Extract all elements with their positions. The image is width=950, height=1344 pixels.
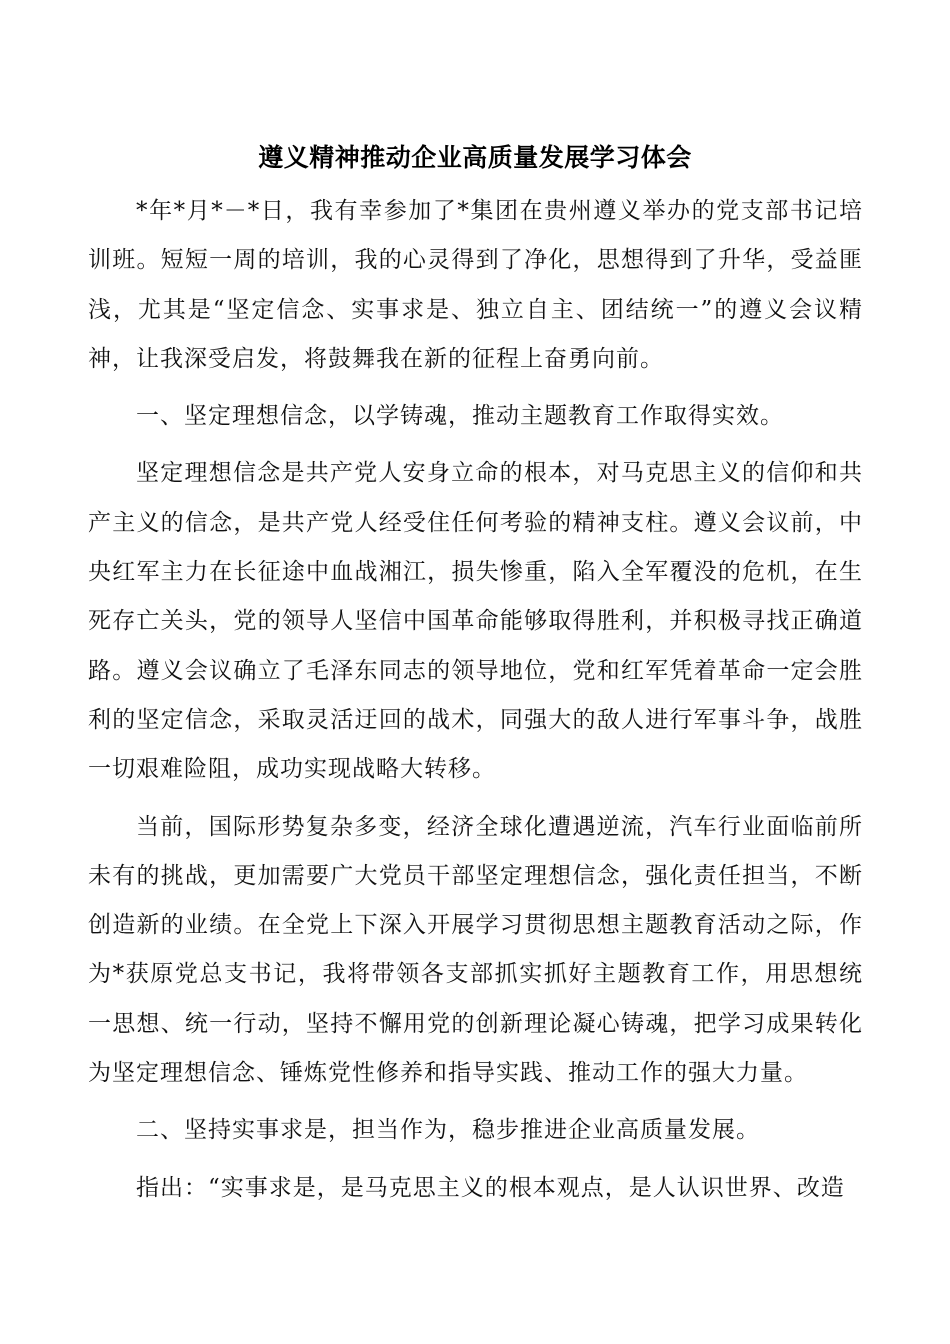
document-title: 遵义精神推动企业高质量发展学习体会 bbox=[258, 143, 692, 172]
section-heading-1: 一、坚定理想信念，以学铸魂，推动主题教育工作取得实效。 bbox=[136, 403, 784, 430]
section-heading-2: 二、坚持实事求是，担当作为，稳步推进企业高质量发展。 bbox=[136, 1117, 760, 1144]
paragraph-ideals: 坚定理想信念是共产党人安身立命的根本，对马克思主义的信仰和共产主义的信念，是共产党人经受住任何考验的精神支柱。遵义会议前，中央红军主力在长征途中血战湘江，损失惨重，陷入全军覆没的危机，在生死存亡关头，党的领导人坚信中国革命能够取得胜利，并积极寻找正确道路。遵义会议确立了毛泽东同志的领导地位，党和红军凭着革命一定会胜利的坚定信念，采取灵活迂回的战术，同强大的敌人进行军事斗争，战胜一切艰难险阻，成功实现战略大转移。 bbox=[88, 460, 863, 783]
paragraph-intro: *年*月*－*日，我有幸参加了*集团在贵州遵义举办的党支部书记培训班。短短一周的培训，我的心灵得到了净化，思想得到了升华，受益匪浅，尤其是“坚定信念、实事求是、独立自主、团结统一”的遵义会议精神，让我深受启发，将鼓舞我在新的征程上奋勇向前。 bbox=[88, 198, 863, 372]
document-body bbox=[88, 187, 863, 1213]
paragraph-current-situation: 当前，国际形势复杂多变，经济全球化遭遇逆流，汽车行业面临前所未有的挑战，更加需要广大党员干部坚定理想信念，强化责任担当，不断创造新的业绩。在全党上下深入开展学习贯彻思想主题教育活动之际，作为*获原党总支书记，我将带领各支部抓实抓好主题教育工作，用思想统一思想、统一行动，坚持不懈用党的创新理论凝心铸魂，把学习成果转化为坚定理想信念、锤炼党性修养和指导实践、推动工作的强大力量。 bbox=[88, 813, 863, 1087]
paragraph-quote: 指出：“实事求是，是马克思主义的根本观点，是人认识世界、改造 bbox=[136, 1174, 845, 1201]
